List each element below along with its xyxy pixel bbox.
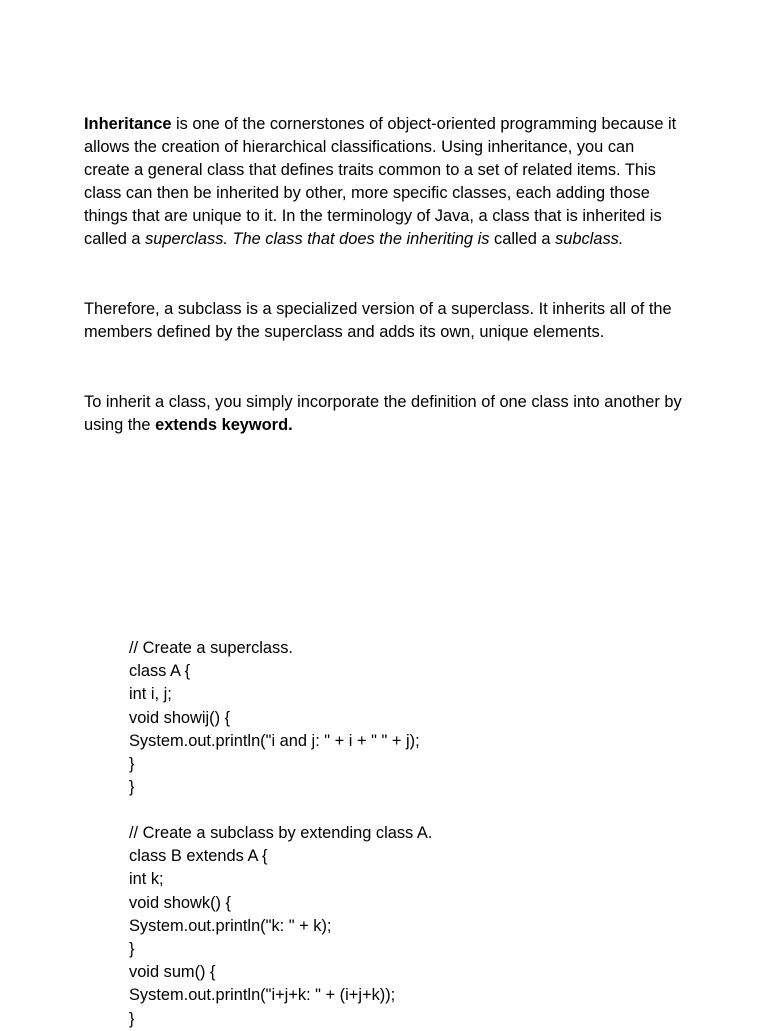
code-line: } <box>129 778 135 797</box>
code-line: } <box>129 939 135 958</box>
code-line: System.out.println("i and j: " + i + " " + j); <box>129 731 420 750</box>
subclass-italic-text: subclass. <box>555 230 624 248</box>
code-line: } <box>129 754 135 773</box>
code-line: int i, j; <box>129 685 172 704</box>
extends-paragraph <box>84 391 684 437</box>
inheritance-term: Inheritance <box>84 115 172 133</box>
code-line: void sum() { <box>129 963 216 982</box>
subclass-code-block <box>129 822 689 1031</box>
code-line: System.out.println("k: " + k); <box>129 916 332 935</box>
code-line: // Create a superclass. <box>129 639 293 657</box>
code-line: int k; <box>129 870 164 889</box>
inheritance-text-2: called a <box>489 230 556 248</box>
code-line: void showk() { <box>129 893 232 912</box>
code-line: class A { <box>129 662 191 681</box>
superclass-code-block <box>129 637 689 799</box>
code-line: System.out.println("i+j+k: " + (i+j+k)); <box>129 986 396 1005</box>
inheritance-paragraph <box>84 113 684 251</box>
subclass-paragraph: Therefore, a subclass is a specialized version of a superclass. It inherits all of the members defined by the superclass and adds its own, unique elements. <box>84 300 672 341</box>
code-line: void showij() { <box>129 708 231 727</box>
inheritance-text-1: is one of the cornerstones of object-oriented programming because it allows the creation of hierarchical classifications. Using inheritance, you can create a general class that defines traits common to a set of related items. This class can then be inherited by other, more specific classes, each adding those things that are unique to it. In the terminology of Java, a class that is inherited is called a <box>84 115 677 248</box>
code-line: // Create a subclass by extending class A. <box>129 824 433 842</box>
superclass-italic-text: superclass. The class that does the inheriting is <box>145 230 490 248</box>
code-line: } <box>129 1009 135 1028</box>
extends-text: To inherit a class, you simply incorporate the definition of one class into another by using the <box>84 393 682 434</box>
extends-keyword: extends keyword. <box>155 416 293 434</box>
code-line: class B extends A { <box>129 847 268 866</box>
